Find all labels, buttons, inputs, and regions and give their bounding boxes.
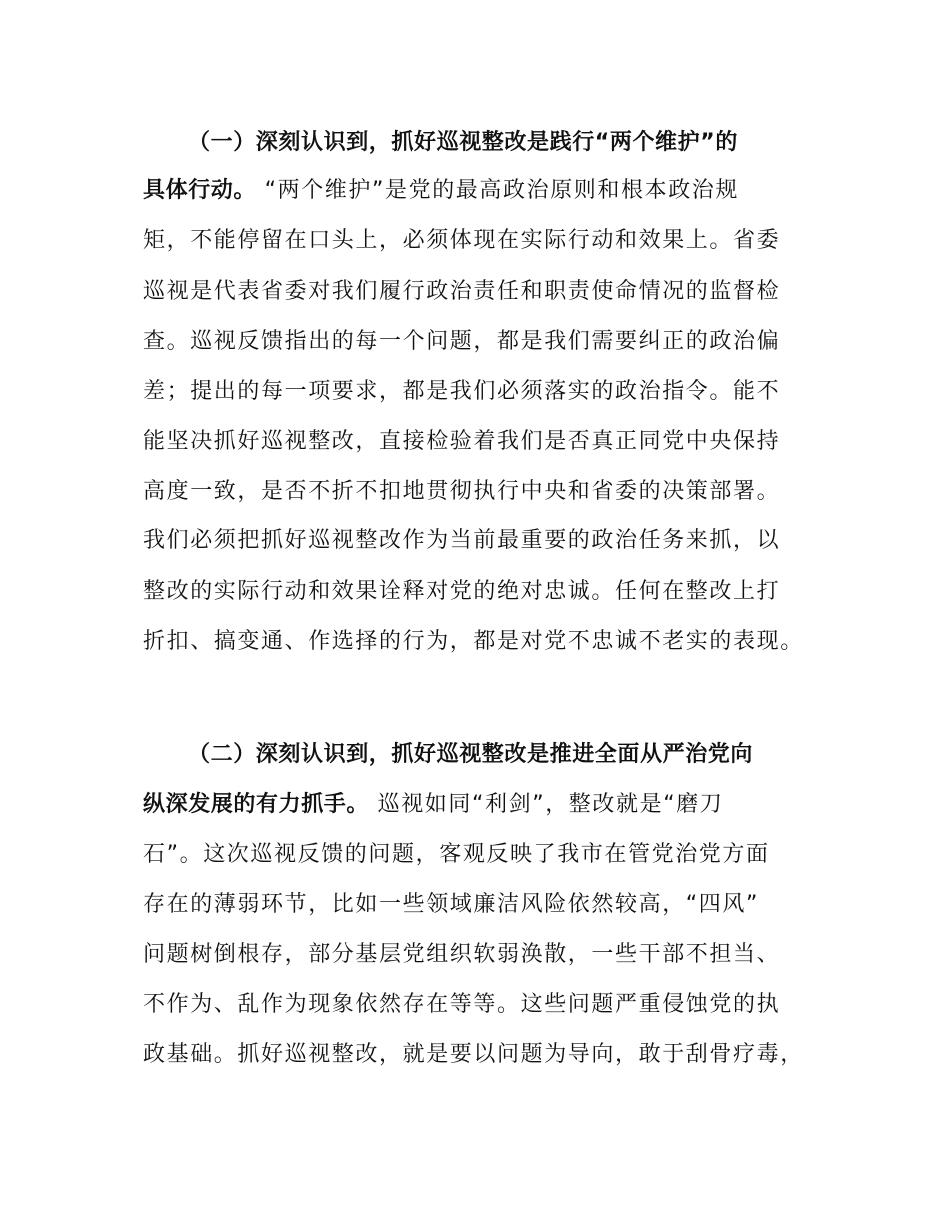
section1-line-4: 查。巡视反馈指出的每一个问题，都是我们需要纠正的政治偏 [143,329,781,354]
section2-line-3: 存在的薄弱环节，比如一些领域廉洁风险依然较高，“四风” [143,892,759,917]
section2-heading-line1: （二）深刻认识到，抓好巡视整改是推进全面从严治党向 [188,742,754,767]
section1-line-5: 差；提出的每一项要求，都是我们必须落实的政治指令。能不 [143,379,781,404]
section2-line-2: 石”。这次巡视反馈的问题，客观反映了我市在管党治党方面 [143,842,770,867]
section2-line-5: 不作为、乱作为现象依然存在等等。这些问题严重侵蚀党的执 [143,992,781,1017]
section1-line-10: 折扣、搞变通、作选择的行为，都是对党不忠诚不老实的表现。 [143,629,804,654]
section2-heading-line2: 纵深发展的有力抓手。 [143,792,370,817]
section1-line-2: 矩，不能停留在口头上，必须体现在实际行动和效果上。省委 [143,228,781,253]
section1-line-7: 高度一致，是否不折不扣地贯彻执行中央和省委的决策部署。 [143,479,781,504]
section1-line-8: 我们必须把抓好巡视整改作为当前最重要的政治任务来抓，以 [143,528,781,553]
section1-line-6: 能坚决抓好巡视整改，直接检验着我们是否真正同党中央保持 [143,429,781,454]
section1-heading-line2: 具体行动。 [143,178,257,203]
section1-line-3: 巡视是代表省委对我们履行政治责任和职责使命情况的监督检 [143,279,781,304]
section1-line-9: 整改的实际行动和效果诠释对党的绝对忠诚。任何在整改上打 [143,579,781,604]
section1-heading-line1: （一）深刻认识到，抓好巡视整改是践行“两个维护”的 [188,130,738,155]
section2-line-6: 政基础。抓好巡视整改，就是要以问题为导向，敢于刮骨疗毒， [143,1042,804,1067]
section2-line-4: 问题树倒根存，部分基层党组织软弱涣散，一些干部不担当、 [143,942,781,967]
section2-line-1 [143,790,723,820]
section1-body-text: “两个维护”是党的最高政治原则和根本政治规 [256,178,740,203]
section1-line-1 [143,176,739,206]
section2-body-text: 巡视如同“利剑”，整改就是“磨刀 [369,792,724,817]
